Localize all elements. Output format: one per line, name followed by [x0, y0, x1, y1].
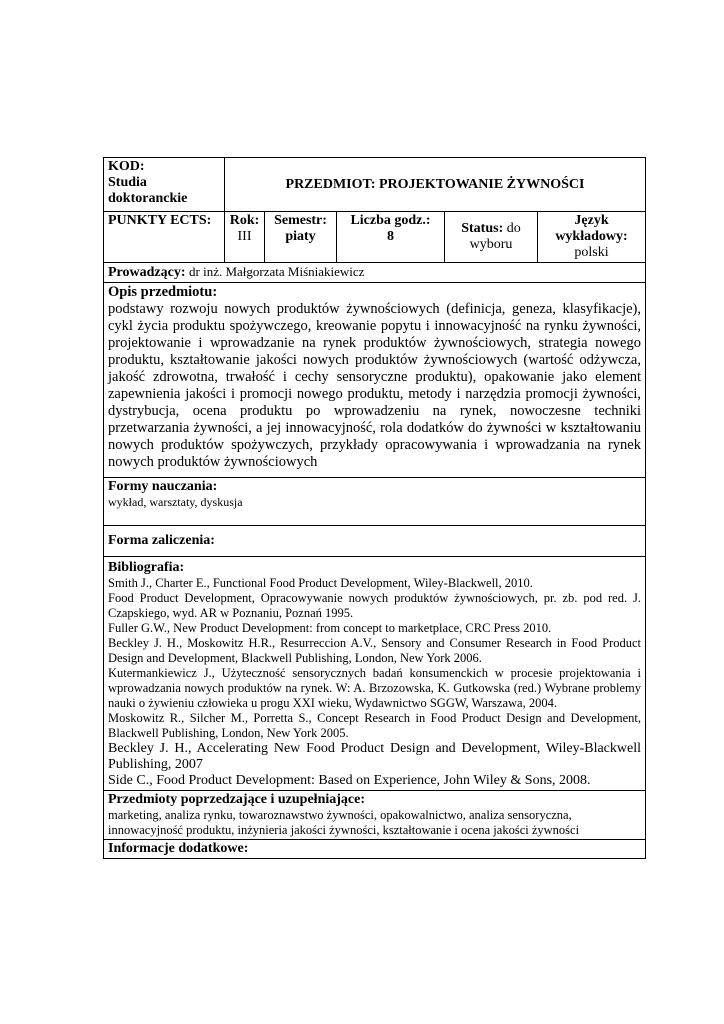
bibliografia-row — [104, 557, 646, 791]
godziny-value: 8 — [387, 229, 394, 244]
bib-item: Smith J., Charter E., Functional Food Product Development, Wiley-Blackwell, 2010. — [108, 576, 533, 590]
semestr-value: piaty — [285, 229, 316, 244]
jezyk-cell — [538, 212, 646, 263]
formy-cell — [104, 478, 646, 526]
studia-line-2: doktoranckie — [108, 191, 188, 206]
bibliografia-label: Bibliografia: — [108, 560, 185, 575]
jezyk-value: polski — [574, 245, 609, 260]
formy-value: wykład, warsztaty, dyskusja — [108, 495, 243, 509]
zaliczenie-cell — [104, 526, 646, 557]
status-value-a: do — [506, 221, 521, 236]
bib-item: Food Product Development, Opracowywanie nowych produktów żywnościowych, pr. zb. pod red. J. Czapskiego, wyd. AR w Poznaniu, Poznań 1995. — [108, 591, 641, 620]
opis-text: podstawy rozwoju nowych produktów żywnościowych (definicja, geneza, klasyfikacje), cykl życia produktu spożywczego, kreowanie popytu i innowacyjność na rynku żywności, projektowanie i wprowadzanie na rynek produktów żywnościowych, strategia nowego produktu, kształtowanie jakości nowych produktów żywnościowych (wartość odżywcza, jakość zdrowotna, trwałość i cechy sensoryczne produktu), opakowanie jako element zapewnienia jakości i promocji nowego produktu, metody i narzędzia promocji żywności, dystrybucja, ocena produktu po wprowadzeniu na rynek, nowoczesne techniki przetwarzania żywności, a jej innowacyjność, rola dodatków do żywności w kształtowaniu nowych produktów spożywczych, przykłady opracowywania i wprowadzania na rynek nowych produktów żywnościowych — [108, 301, 641, 470]
prowadzacy-row — [104, 263, 646, 283]
kod-label: KOD: — [108, 159, 145, 174]
bib-item: Kutermankiewicz J., Użyteczność sensorycznych badań konsumenckich w procesie projektowania i wprowadzania nowych produktów na rynek. W: A. Brzozowska, K. Gutkowska (red.) Wybrane problemy nauki o żywieniu człowieka u progu XXI wieku, Wydawnictwo SGGW, Warszawa, 2004. — [108, 666, 641, 710]
formy-row — [104, 478, 646, 526]
opis-cell — [104, 283, 646, 478]
ects-label: PUNKTY ECTS: — [108, 213, 212, 228]
studia-line-1: Studia — [108, 175, 147, 190]
status-label: Status: — [461, 221, 504, 236]
przedmioty-label: Przedmioty poprzedzające i uzupełniające: — [108, 792, 365, 807]
bib-item: Side C., Food Product Development: Based on Experience, John Wiley & Sons, 2008. — [108, 773, 591, 788]
godziny-label: Liczba godz.: — [350, 213, 431, 228]
informacje-label: Informacje dodatkowe: — [108, 841, 249, 856]
header-row — [104, 158, 646, 212]
przedmioty-value: marketing, analiza rynku, towaroznawstwo żywności, opakowalnictwo, analiza sensoryczna, innowacyjność produktu, inżynieria jakości żywności, kształtowanie i ocena jakości żywności — [108, 808, 580, 837]
jezyk-label-2: wykładowy: — [555, 229, 628, 244]
bib-item: Fuller G.W., New Product Development: from concept to marketplace, CRC Press 2010. — [108, 621, 552, 635]
semestr-label: Semestr: — [274, 213, 327, 228]
zaliczenie-row — [104, 526, 646, 557]
informacje-row — [104, 840, 646, 859]
ects-cell — [104, 212, 225, 263]
meta-row — [104, 212, 646, 263]
przedmioty-row — [104, 791, 646, 840]
status-cell — [445, 212, 538, 263]
rok-value: III — [237, 229, 252, 244]
jezyk-label-1: Język — [574, 213, 609, 228]
semestr-cell — [265, 212, 337, 263]
course-sheet — [103, 157, 645, 859]
przedmioty-cell — [104, 791, 646, 840]
godziny-cell — [337, 212, 445, 263]
status-value-b: wyboru — [469, 237, 513, 252]
bibliografia-cell — [104, 557, 646, 791]
opis-label: Opis przedmiotu: — [108, 284, 218, 300]
course-table — [103, 157, 646, 859]
opis-row — [104, 283, 646, 478]
subject-title: PRZEDMIOT: PROJEKTOWANIE ŻYWNOŚCI — [225, 158, 646, 212]
rok-cell — [225, 212, 265, 263]
prowadzacy-value: dr inż. Małgorzata Miśniakiewicz — [189, 264, 365, 279]
bib-item: Beckley J. H., Moskowitz H.R., Resurreccion A.V., Sensory and Consumer Research in Food Product Design and Development, Blackwell Publishing, London, New York 2006. — [108, 636, 641, 665]
zaliczenie-label: Forma zaliczenia: — [108, 533, 215, 548]
bib-item: Beckley J. H., Accelerating New Food Product Design and Development, Wiley-Blackwell Publishing, 2007 — [108, 741, 641, 772]
code-cell — [104, 158, 225, 212]
bib-item: Moskowitz R., Silcher M., Porretta S., Concept Research in Food Product Design and Development, Blackwell Publishing, London, New York 2005. — [108, 711, 641, 740]
formy-label: Formy nauczania: — [108, 479, 218, 494]
prowadzacy-label: Prowadzący: — [108, 265, 186, 280]
rok-label: Rok: — [229, 213, 260, 228]
informacje-cell — [104, 840, 646, 859]
prowadzacy-cell — [104, 263, 646, 283]
